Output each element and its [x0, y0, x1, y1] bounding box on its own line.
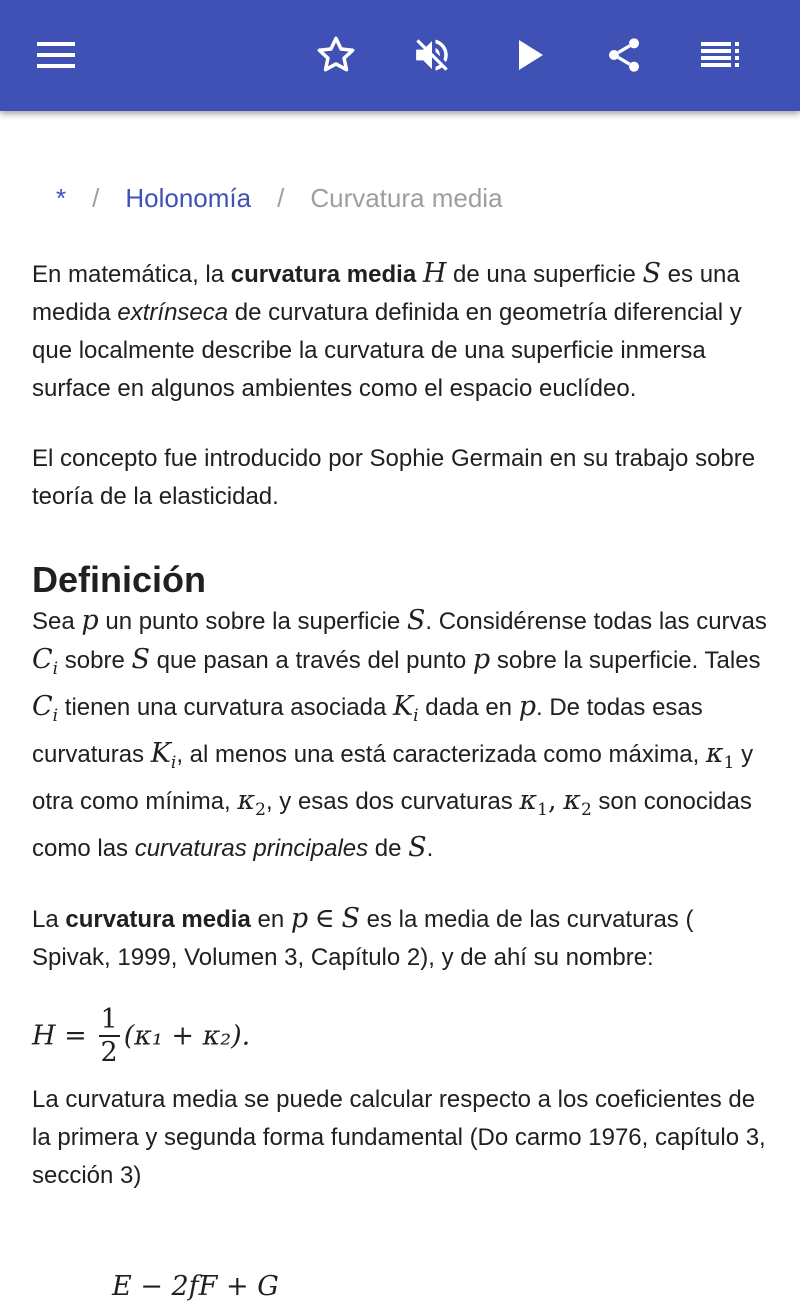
- history-paragraph: El concepto fue introducido por Sophie Germain en su trabajo sobre teoría de la elasticidad.: [32, 445, 756, 510]
- play-button[interactable]: [502, 27, 558, 83]
- intro-paragraph: En matemática, la curvatura media H de una superficie S es una medida extrínseca de curvatura definida en geometría diferencial y que localmente describe la curvatura de una superficie inmersa surface en algunos ambientes como el espacio euclídeo.: [32, 258, 742, 402]
- breadcrumb: [56, 180, 503, 216]
- article-content: [32, 255, 777, 1302]
- partial-formula: E − 2fF + G: [112, 1271, 279, 1302]
- fraction: $\frac{1}{2}$: [100, 1004, 118, 1068]
- breadcrumb-separator: /: [92, 183, 100, 213]
- share-button[interactable]: [596, 27, 652, 83]
- section-heading: Definición: [32, 559, 207, 600]
- breadcrumb-home-link[interactable]: *: [56, 183, 67, 213]
- coefficients-paragraph: La curvatura media se puede calcular respecto a los coeficientes de la primera y segunda forma fundamental (Do carmo 1976, capítulo 3, sección 3): [32, 1086, 766, 1189]
- mute-button[interactable]: [404, 27, 460, 83]
- star-icon: [315, 34, 357, 76]
- hamburger-menu-icon: [37, 42, 75, 68]
- breadcrumb-parent-link[interactable]: Holonomía: [125, 183, 252, 213]
- contents-button[interactable]: [692, 27, 748, 83]
- favorite-button[interactable]: [308, 27, 364, 83]
- breadcrumb-separator: /: [277, 183, 285, 213]
- app-toolbar: [0, 0, 800, 111]
- mean-curvature-formula: H = $\frac{1}{2}$ (κ₁ + κ₂).: [32, 1004, 251, 1068]
- definition-paragraph: Sea p un punto sobre la superficie S. Considérense todas las curvas $C_i$ sobre S que pasan a través del punto p sobre la superficie. Tales $C_i$ tienen una curvatura asociada $K_i$ dada en p. De todas esas curvaturas $K_i$, al menos una está caracterizada como máxima, $\kappa_1$ y otra como mínima, $\kappa_2$, y esas dos curvaturas $\kappa_1$, $\kappa_2$ son conocidas como las curvaturas principales de S.: [32, 605, 767, 863]
- list-icon: [701, 42, 739, 68]
- bold-term: curvatura media: [230, 261, 417, 288]
- share-icon: [604, 34, 644, 76]
- play-icon: [515, 38, 545, 72]
- breadcrumb-current: Curvatura media: [310, 183, 503, 213]
- volume-off-icon: [411, 34, 453, 76]
- mean-curvature-paragraph: La curvatura media en p ∈ S es la media de las curvaturas ( Spivak, 1999, Volumen 3, Capítulo 2), y de ahí su nombre:: [32, 903, 694, 971]
- menu-button[interactable]: [28, 27, 84, 83]
